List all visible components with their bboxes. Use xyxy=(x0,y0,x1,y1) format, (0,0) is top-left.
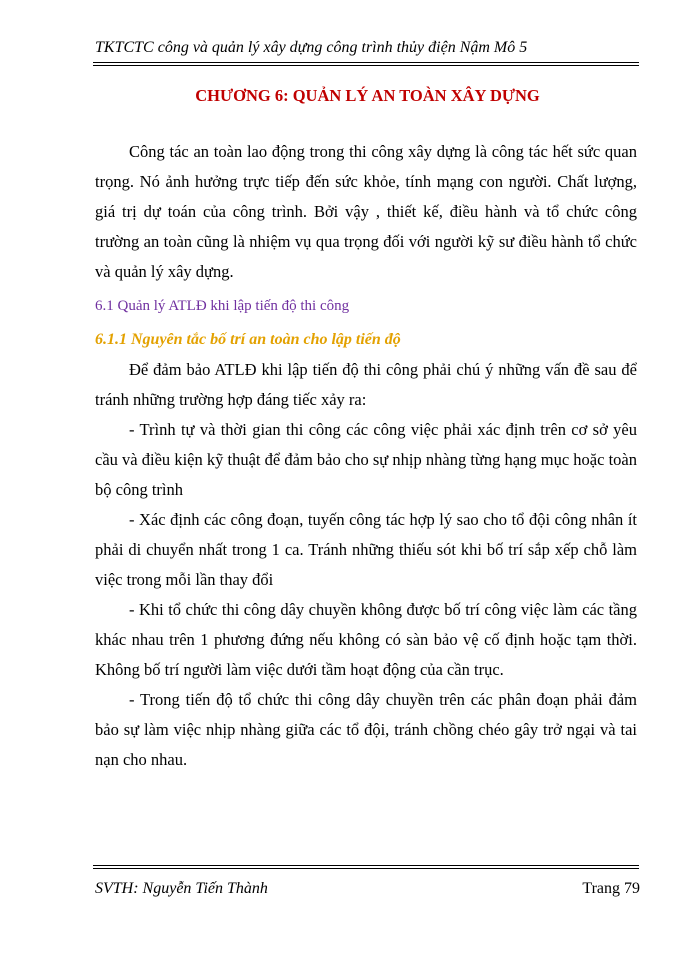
chapter-title: CHƯƠNG 6: QUẢN LÝ AN TOÀN XÂY DỰNG xyxy=(195,86,540,105)
footer-author: SVTH: Nguyễn Tiến Thành xyxy=(95,880,268,897)
running-header: TKTCTC công và quản lý xây dựng công trình thủy điện Nậm Mô 5 xyxy=(95,39,528,56)
section-heading: 6.1 Quản lý ATLĐ khi lập tiến độ thi công xyxy=(95,298,350,314)
footer-divider xyxy=(93,865,639,869)
bullet-paragraph: - Xác định các công đoạn, tuyến công tác hợp lý sao cho tổ đội công nhân ít phải di chuyển nhất trong 1 ca. Tránh những thiếu sót khi bố trí sắp xếp chỗ làm việc trong mỗi lần thay đổi xyxy=(95,510,637,589)
subsection-heading: 6.1.1 Nguyên tắc bố trí an toàn cho lập tiến độ xyxy=(95,331,401,348)
header-divider xyxy=(93,62,639,66)
bullet-paragraph: - Trong tiến độ tổ chức thi công dây chuyền trên các phân đoạn phải đảm bảo sự làm việc nhịp nhàng giữa các tổ đội, tránh chồng chéo gây trở ngại và tai nạn cho nhau. xyxy=(95,690,637,769)
body-content xyxy=(95,137,637,775)
body-paragraph: Để đảm bảo ATLĐ khi lập tiến độ thi công phải chú ý những vấn đề sau để tránh những trường hợp đáng tiếc xảy ra: xyxy=(95,360,637,409)
bullet-paragraph: - Trình tự và thời gian thi công các công việc phải xác định trên cơ sở yêu cầu và điều kiện kỹ thuật để đảm bảo cho sự nhịp nhàng từng hạng mục hoặc toàn bộ công trình xyxy=(95,420,637,499)
bullet-paragraph: - Khi tổ chức thi công dây chuyền không được bố trí công việc làm các tầng khác nhau trên 1 phương đứng nếu không có sàn bảo vệ cố định hoặc tạm thời. Không bố trí người làm việc dưới tầm hoạt động của cần trục. xyxy=(95,600,637,679)
intro-paragraph: Công tác an toàn lao động trong thi công xây dựng là công tác hết sức quan trọng. Nó ảnh hưởng trực tiếp đến sức khỏe, tính mạng con người. Chất lượng, giá trị dự toán của công trình. Bởi vậy , thiết kế, điều hành và tổ chức công trường an toàn cũng là nhiệm vụ qua trọng đối với người kỹ sư điều hành tổ chức và quản lý xây dựng. xyxy=(95,142,637,281)
page-number: Trang 79 xyxy=(582,880,640,897)
